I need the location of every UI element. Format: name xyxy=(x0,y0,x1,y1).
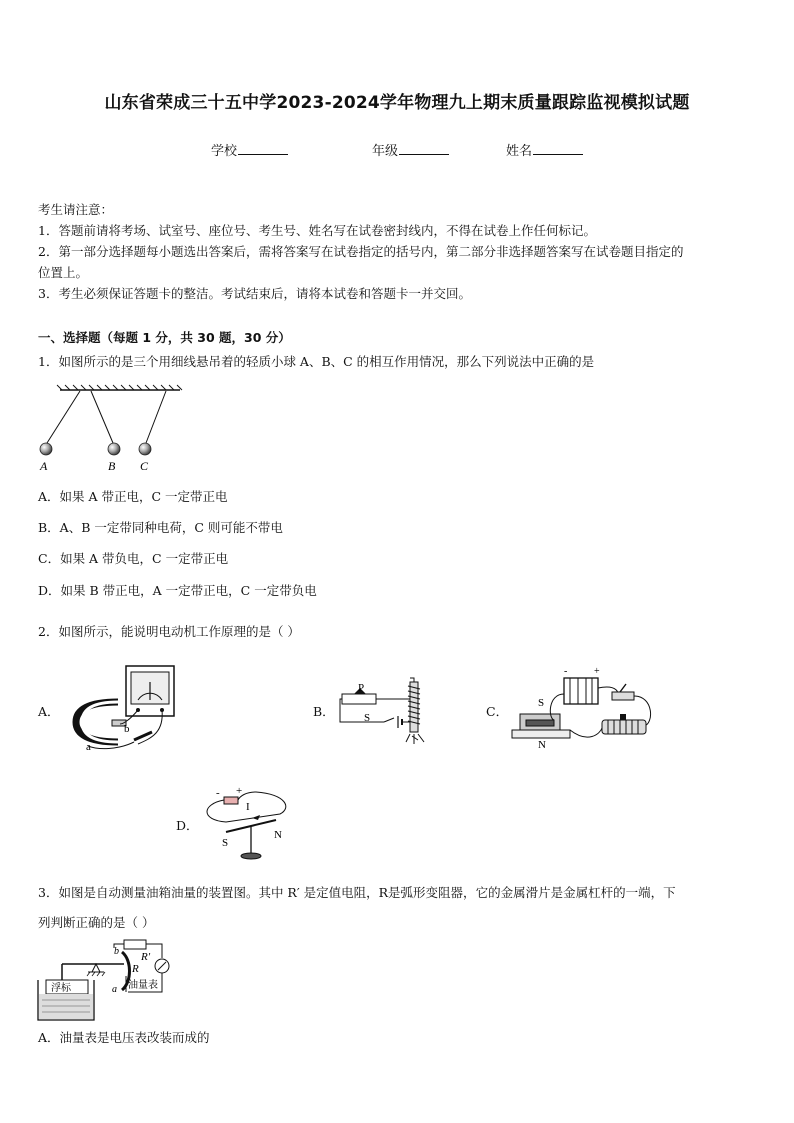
grade-label: 年级 xyxy=(372,144,399,159)
question-1-stem: 1．如图所示的是三个用细线悬吊着的轻质小球 A、B、C 的相互作用情况，那么下列说法中正确的是 xyxy=(38,354,595,369)
q3-figure-oil-gauge xyxy=(34,936,184,1022)
figC-label-s: S xyxy=(538,697,545,709)
school-blank[interactable] xyxy=(238,141,288,155)
fig3-label-b: b xyxy=(114,946,119,957)
q2-option-d-label[interactable]: D． xyxy=(176,818,199,833)
name-label: 姓名 xyxy=(506,144,533,159)
ball-b xyxy=(108,443,120,455)
figC-label-minus: - xyxy=(564,666,568,677)
q2-option-b-label[interactable]: B． xyxy=(313,704,335,719)
figD-label-s: S xyxy=(222,837,229,849)
question-2-stem: 2．如图所示，能说明电动机工作原理的是（ ） xyxy=(38,624,300,639)
fig3-label-a: a xyxy=(112,984,117,995)
q2-figure-c-motor xyxy=(508,664,658,754)
q1-option-a[interactable]: A．如果 A 带正电，C 一定带正电 xyxy=(38,489,228,504)
figD-label-n: N xyxy=(274,829,282,841)
notice-heading: 考生请注意： xyxy=(38,202,114,217)
figA-label-a: a xyxy=(86,741,91,753)
ball-a xyxy=(40,443,52,455)
name-field xyxy=(506,140,583,159)
question-3-stem-line1: 3．如图是自动测量油箱油量的装置图。其中 R′ 是定值电阻，R是弧形变阻器，它的金属滑片是金属杠杆的一端，下 xyxy=(38,885,676,900)
figC-label-plus: + xyxy=(594,666,600,677)
notice-item: 2．第一部分选择题每小题选出答案后，需将答案写在试卷指定的括号内，第二部分非选择题答案写在试卷题目指定的 xyxy=(38,244,684,259)
name-blank[interactable] xyxy=(533,141,583,155)
notice-item: 1．答题前请将考场、试室号、座位号、考生号、姓名写在试卷密封线内，不得在试卷上作任何标记。 xyxy=(38,223,596,238)
label-b: B xyxy=(108,459,116,473)
q2-figure-a-generator xyxy=(68,662,180,756)
grade-blank[interactable] xyxy=(399,141,449,155)
school-label: 学校 xyxy=(211,144,238,159)
label-a: A xyxy=(40,459,48,473)
grade-field xyxy=(372,140,449,159)
ball-c xyxy=(139,443,151,455)
q2-figure-b-electromagnet xyxy=(336,674,436,746)
figC-label-n: N xyxy=(538,739,546,751)
figD-label-plus: + xyxy=(236,785,243,797)
fig3-label-r: R xyxy=(132,963,139,975)
q1-option-d[interactable]: D．如果 B 带正电，A 一定带正电，C 一定带负电 xyxy=(38,583,317,598)
figD-label-minus: - xyxy=(216,787,220,799)
notice-item: 3．考生必须保证答题卡的整洁。考试结束后，请将本试卷和答题卡一并交回。 xyxy=(38,286,471,301)
q3-option-a[interactable]: A．油量表是电压表改装而成的 xyxy=(38,1030,210,1045)
fig3-label-oil-gauge: 油量表 xyxy=(128,980,158,991)
question-3-stem-line2: 列判断正确的是（ ） xyxy=(38,915,155,930)
figB-label-p: P xyxy=(358,682,365,694)
q2-option-a-label[interactable]: A． xyxy=(38,704,60,719)
fig3-label-r-prime: R′ xyxy=(141,951,151,963)
figD-label-i: I xyxy=(246,801,250,813)
page-title: 山东省荣成三十五中学2023-2024学年物理九上期末质量跟踪监视模拟试题 xyxy=(104,93,690,113)
notice-item: 位置上。 xyxy=(38,265,89,280)
figB-label-s: S xyxy=(364,712,371,724)
q2-option-c-label[interactable]: C． xyxy=(486,704,509,719)
fig3-label-float: 浮标 xyxy=(51,983,71,994)
q1-option-c[interactable]: C．如果 A 带负电，C 一定带正电 xyxy=(38,551,229,566)
q1-option-b[interactable]: B．A、B 一定带同种电荷，C 则可能不带电 xyxy=(38,520,283,535)
figA-label-b: b xyxy=(124,723,130,735)
label-c: C xyxy=(140,459,149,473)
section-heading: 一、选择题（每题 1 分，共 30 题，30 分） xyxy=(38,330,291,345)
q1-figure-pendulums xyxy=(30,380,190,475)
school-field xyxy=(211,140,288,159)
q2-figure-d-oersted xyxy=(196,780,296,870)
